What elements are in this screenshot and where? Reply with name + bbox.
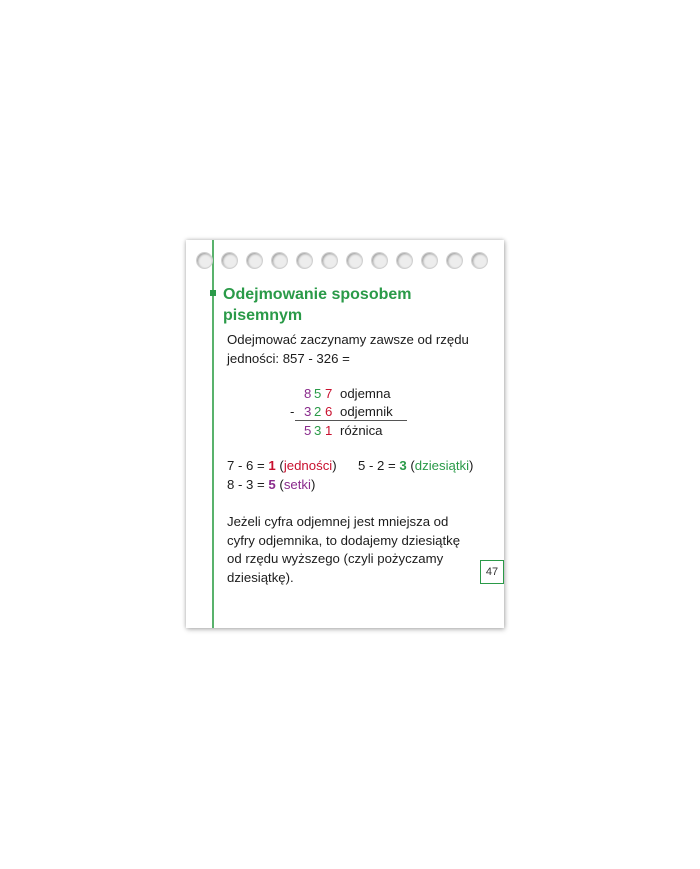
tens-expression: 5 - 2 = [357, 458, 400, 473]
minuend-digit: 7 [325, 386, 333, 401]
title-bullet-icon [210, 290, 216, 296]
subtrahend-digit: 2 [314, 404, 322, 419]
difference-label: różnica [340, 423, 383, 438]
difference-digit: 5 [304, 423, 312, 438]
minus-sign: - [290, 404, 295, 419]
rule-line: dziesiątkę). [227, 569, 294, 585]
ones-result: 1 [268, 458, 276, 473]
binder-hole [271, 252, 288, 269]
tens-paren-close: ) [469, 458, 474, 473]
steps-line [227, 457, 497, 476]
difference-digit: 1 [325, 423, 333, 438]
intro-text [227, 331, 497, 368]
rule-line: cyfry odjemnika, to dodajemy dziesiątkę [227, 532, 461, 548]
ones-label: jedności [283, 458, 333, 473]
binder-hole [221, 252, 238, 269]
section-title-line: Odejmowanie sposobem [223, 286, 412, 303]
minuend-digit: 8 [304, 386, 312, 401]
tens-result: 3 [399, 458, 407, 473]
hundreds-paren-close: ) [310, 476, 316, 492]
section-title-line: pisemnym [223, 307, 303, 324]
difference-digit: 3 [314, 423, 322, 438]
steps [227, 457, 497, 494]
hundreds-paren-open: ( [275, 476, 284, 492]
binder-hole [371, 252, 388, 269]
section-title [223, 284, 483, 326]
rule-line: od rzędu wyższego (czyli pożyczamy [227, 551, 444, 566]
intro-line: Odejmować zaczynamy zawsze od rzędu [227, 332, 469, 347]
binder-hole [296, 252, 313, 269]
page-number: 47 [480, 560, 504, 584]
ones-paren-close: ) [332, 458, 337, 473]
rule-line: Jeżeli cyfra odjemnej jest mniejsza od [227, 514, 449, 529]
binder-hole [396, 252, 413, 269]
intro-line: jedności: 857 - 326 = [227, 350, 350, 366]
binder-hole [321, 252, 338, 269]
hundreds-result: 5 [268, 476, 276, 492]
notebook-page [186, 240, 504, 628]
tens-paren-open: ( [406, 458, 415, 473]
binder-hole [421, 252, 438, 269]
binder-hole [346, 252, 363, 269]
hundreds-label: setki [283, 476, 311, 492]
ones-paren-open: ( [275, 458, 284, 473]
sum-line [295, 420, 407, 421]
binder-hole [196, 252, 213, 269]
binder-holes [196, 252, 496, 272]
tens-label: dziesiątki [414, 458, 470, 473]
steps-line [227, 476, 497, 495]
ones-expression: 7 - 6 = [227, 458, 269, 473]
binder-hole [246, 252, 263, 269]
hundreds-expression: 8 - 3 = [227, 476, 269, 492]
minuend-label: odjemna [340, 386, 391, 401]
margin-line [212, 240, 214, 628]
binder-hole [446, 252, 463, 269]
subtrahend-label: odjemnik [340, 404, 393, 419]
subtrahend-digit: 6 [325, 404, 333, 419]
minuend-digit: 5 [314, 386, 322, 401]
binder-hole [471, 252, 488, 269]
subtrahend-digit: 3 [304, 404, 312, 419]
borrow-rule-text [227, 513, 497, 587]
